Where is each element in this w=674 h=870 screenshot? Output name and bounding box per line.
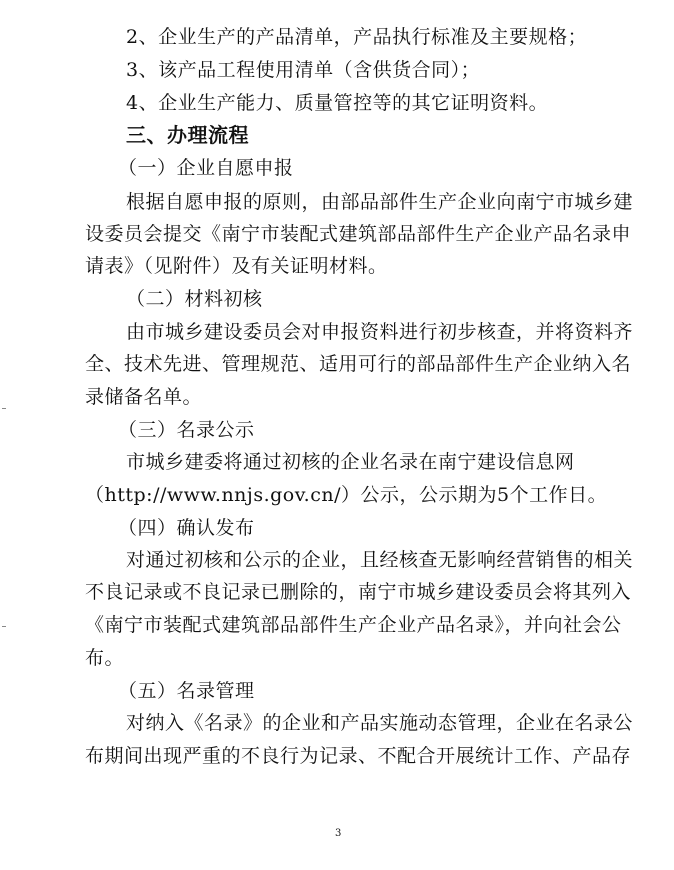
paragraph-line: 根据自愿申报的原则，由部品部件生产企业向南宁市城乡建 <box>126 191 634 213</box>
page-number: 3 <box>335 828 342 839</box>
paragraph-line: 对纳入《名录》的企业和产品实施动态管理，企业在名录公 <box>126 712 634 734</box>
paragraph-line: 布。 <box>85 647 125 669</box>
list-item-2: 2、企业生产的产品清单，产品执行标准及主要规格； <box>126 26 588 48</box>
paragraph-line: 请表》（见附件）及有关证明材料。 <box>85 255 388 277</box>
subsection-heading-1: （一）企业自愿申报 <box>118 157 294 179</box>
list-item-4: 4、企业生产能力、质量管控等的其它证明资料。 <box>126 92 549 114</box>
paragraph-line: 全、技术先进、管理规范、适用可行的部品部件生产企业纳入名 <box>85 353 632 375</box>
paragraph-line: 布期间出现严重的不良行为记录、不配合开展统计工作、产品存 <box>85 745 632 767</box>
paragraph-line: 《南宁市装配式建筑部品部件生产企业产品名录》，并向社会公 <box>85 614 622 636</box>
paragraph-line: 设委员会提交《南宁市装配式建筑部品部件生产企业产品名录申 <box>85 223 632 245</box>
paragraph-line: 对通过初核和公示的企业，且经核查无影响经营销售的相关 <box>126 549 634 571</box>
paragraph-line: 市城乡建委将通过初核的企业名录在南宁建设信息网 <box>126 451 575 473</box>
section-heading: 三、办理流程 <box>126 123 249 147</box>
paragraph-line: 不良记录或不良记录已删除的，南宁市城乡建设委员会将其列入 <box>85 581 632 603</box>
paragraph-line: 由市城乡建设委员会对申报资料进行初步核查，并将资料齐 <box>126 321 634 343</box>
binding-mark <box>2 408 6 409</box>
subsection-heading-5: （五）名录管理 <box>118 680 255 702</box>
subsection-heading-2: （二）材料初核 <box>126 288 263 310</box>
list-item-3: 3、该产品工程使用清单（含供货合同）； <box>126 59 481 81</box>
subsection-heading-3: （三）名录公示 <box>118 419 255 441</box>
binding-mark <box>2 626 6 627</box>
paragraph-line: 录储备名单。 <box>85 386 203 408</box>
paragraph-line: （http://www.nnjs.gov.cn/）公示，公示期为5个工作日。 <box>85 484 608 506</box>
subsection-heading-4: （四）确认发布 <box>118 517 255 539</box>
